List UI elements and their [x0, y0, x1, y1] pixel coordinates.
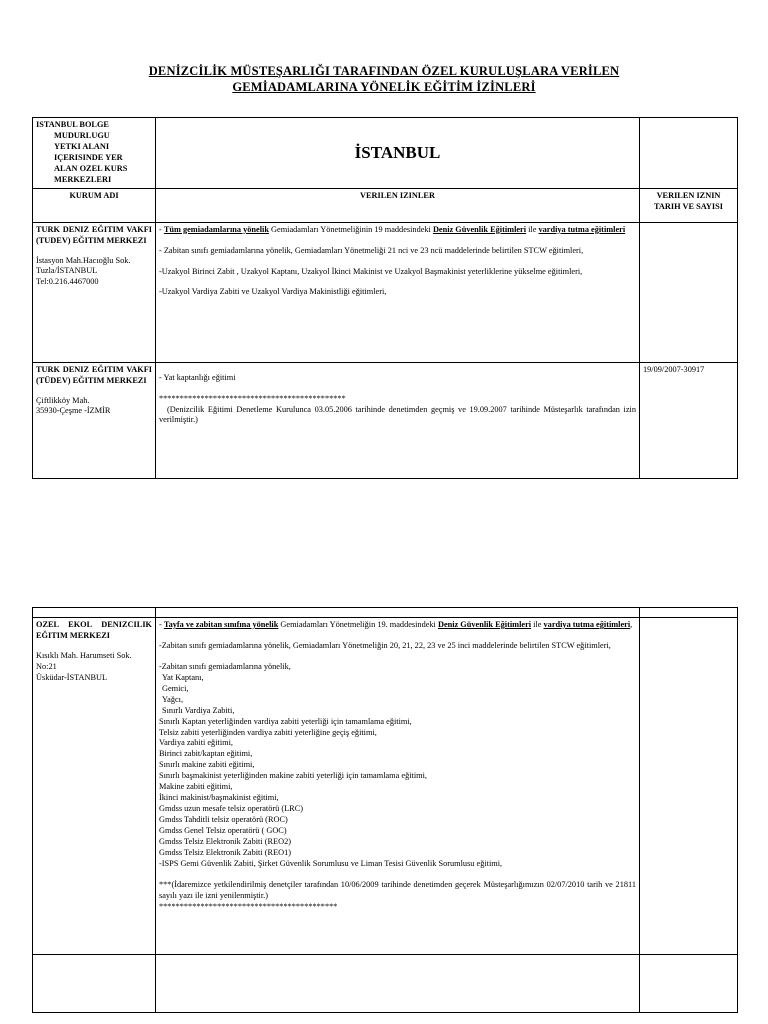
- permits-table-1: [32, 117, 738, 479]
- list-item: Gmdss uzun mesafe telsiz operatörü (LRC): [159, 804, 304, 814]
- permit-paragraph: -Uzakyol Birinci Zabit , Uzakyol Kaptanı, Uzakyol İkinci Makinist ve Uzakyol Başmakinist yeterliklerine yükselme eğitimleri,: [159, 266, 583, 276]
- list-item: Yağcı,: [162, 694, 184, 704]
- list-item: İkinci makinist/başmakinist eğitimi,: [159, 793, 279, 803]
- list-item: Sınırlı Kaptan yeterliğinden vardiya zabiti yeterliği için tamamlama eğitimi,: [159, 716, 412, 726]
- permits-cell: [156, 362, 640, 478]
- empty-bottom-cell: [33, 955, 156, 1013]
- list-item: Gmdss Telsiz Elektronik Zabiti (REO1): [159, 847, 291, 857]
- empty-bottom-cell: [156, 955, 640, 1013]
- empty-top-cell: [640, 608, 738, 618]
- empty-top-cell: [33, 608, 156, 618]
- region-header: [33, 118, 156, 189]
- region-header-line5: ALAN OZEL KURS: [54, 163, 128, 173]
- region-header-line2: MUDURLUGU: [54, 130, 110, 140]
- permit-paragraph: -Zabitan sınıfı gemiadamlarına yönelik, Gemiadamları Yönetmeliğin 20, 21, 22, 23 ve 25 inci maddelerinde belirtilen STCW eğitimleri,: [159, 640, 611, 650]
- city-title: İSTANBUL: [156, 118, 640, 189]
- list-item: Makine zabiti eğitimi,: [159, 782, 233, 792]
- permit-paragraph: - Yat kaptanlığı eğitimi: [159, 372, 236, 382]
- list-item: Sınırlı başmakinist yeterliğinden makine zabiti yeterliği için tamamlama eğitimi,: [159, 771, 427, 781]
- permits-table-2: [32, 607, 738, 1013]
- org-address: İstasyon Mah.Hacıoğlu Sok. Tuzla/İSTANBUL: [36, 255, 131, 276]
- date-cell: [640, 222, 738, 362]
- list-item: Gemici,: [162, 683, 189, 693]
- list-item: Vardiya zabiti eğitimi,: [159, 738, 233, 748]
- list-item: Telsiz zabiti yeterliğinden vardiya zabiti yeterliğine geçiş eğitimi,: [159, 727, 377, 737]
- org-city: 35930-Çeşme -İZMİR: [36, 406, 111, 416]
- table-row: [33, 222, 738, 362]
- permit-paragraph: - Zabitan sınıfı gemiadamlarına yönelik, Gemiadamları Yönetmeliği 21 nci ve 23 ncü maddelerinde belirtilen STCW eğitimleri,: [159, 245, 584, 255]
- list-item: -ISPS Gemi Güvenlik Zabiti, Şirket Güvenlik Sorumlusu ve Liman Tesisi Güvenlik Sorumlusu eğitimi,: [159, 858, 503, 868]
- institution-cell: [33, 222, 156, 362]
- training-list: [159, 662, 636, 870]
- region-header-line4: IÇERISINDE YER: [54, 152, 123, 162]
- org-name: TURK DENIZ EĞITIM VAKFI (TUDEV) EĞITIM MERKEZI: [36, 224, 152, 245]
- date-cell: 19/09/2007-30917: [640, 362, 738, 478]
- institution-cell: [33, 362, 156, 478]
- region-header-line6: MERKEZLERI: [54, 174, 112, 184]
- org-phone: Tel:0.216.4467000: [36, 277, 99, 287]
- document-title-line1: DENİZCİLİK MÜSTEŞARLIĞI TARAFINDAN ÖZEL KURULUŞLARA VERİLEN: [148, 64, 620, 78]
- org-city: Üsküdar-İSTANBUL: [36, 672, 108, 682]
- table-row: [33, 362, 738, 478]
- permit-paragraph: - Tüm gemiadamlarına yönelik Gemiadamları Yönetmeliğinin 19 maddesindeki Deniz Güvenlik Eğitimleri ile vardiya tutma eğitimleri: [159, 224, 626, 234]
- org-name: TURK DENIZ EĞITIM VAKFI (TÜDEV) EĞITIM MERKEZI: [36, 364, 152, 385]
- list-item: -Zabitan sınıfı gemiadamlarına yönelik,: [159, 661, 291, 671]
- permit-note: (Denizcilik Eğitimi Denetleme Kurulunca 03.05.2006 tarihinde denetimden geçmiş ve 19.09.2007 tarihinde Müsteşarlık tarafından izin verilmiştir.): [159, 404, 636, 425]
- separator-stars: *******************************************: [159, 901, 338, 911]
- org-address: Çiftlikköy Mah.: [36, 395, 90, 405]
- list-item: Sınırlı makine zabiti eğitimi,: [159, 760, 255, 770]
- institution-cell: [33, 618, 156, 955]
- list-item: Yat Kaptanı,: [162, 672, 204, 682]
- list-item: Gmdss Genel Telsiz operatörü ( GOC): [159, 825, 287, 835]
- document-title-line2: GEMİADAMLARINA YÖNELİK EĞİTİM İZİNLERİ: [232, 80, 536, 94]
- permit-paragraph: -Uzakyol Vardiya Zabiti ve Uzakyol Vardiya Makinistliği eğitimleri,: [159, 287, 387, 297]
- list-item: Gmdss Tahditli telsiz operatörü (ROC): [159, 815, 288, 824]
- permits-cell: [156, 222, 640, 362]
- separator-stars: *********************************************: [159, 393, 346, 403]
- date-cell: [640, 618, 738, 955]
- list-item: Birinci zabit/kaptan eğitimi,: [159, 749, 253, 759]
- column-header-date: VERILEN IZNIN TARIH VE SAYISI: [640, 188, 738, 222]
- org-address: Kısıklı Mah. Harumseti Sok. No:21: [36, 650, 132, 671]
- empty-bottom-cell: [640, 955, 738, 1013]
- column-header-permits: VERILEN IZINLER: [156, 188, 640, 222]
- region-header-line1: ISTANBUL BOLGE: [36, 120, 109, 129]
- org-name: OZEL EKOL DENIZCILIK EĞITIM MERKEZI: [36, 620, 152, 640]
- permit-paragraph: - Tayfa ve zabitan sınıfına yönelik Gemiadamları Yönetmeliğin 19. maddesindeki Deniz Güvenlik Eğitimleri ile vardiya tutma eğitimleri,: [159, 620, 633, 629]
- region-header-line3: YETKI ALANI: [54, 141, 110, 151]
- list-item: Sınırlı Vardiya Zabiti,: [162, 705, 235, 715]
- empty-header-cell: [640, 118, 738, 189]
- permit-note: ***(İdaremizce yetkilendirilmiş denetçiler tarafından 10/06/2009 tarihinde denetimden geçerek Müsteşarlığımızın 02/07/2010 tarih ve 21811 sayılı yazı ile izni yenilenmiştir.): [159, 879, 636, 900]
- column-header-institution: KURUM ADI: [33, 188, 156, 222]
- table-row: [33, 618, 738, 955]
- permits-cell: [156, 618, 640, 955]
- list-item: Gmdss Telsiz Elektronik Zabiti (REO2): [159, 836, 291, 846]
- empty-top-cell: [156, 608, 640, 618]
